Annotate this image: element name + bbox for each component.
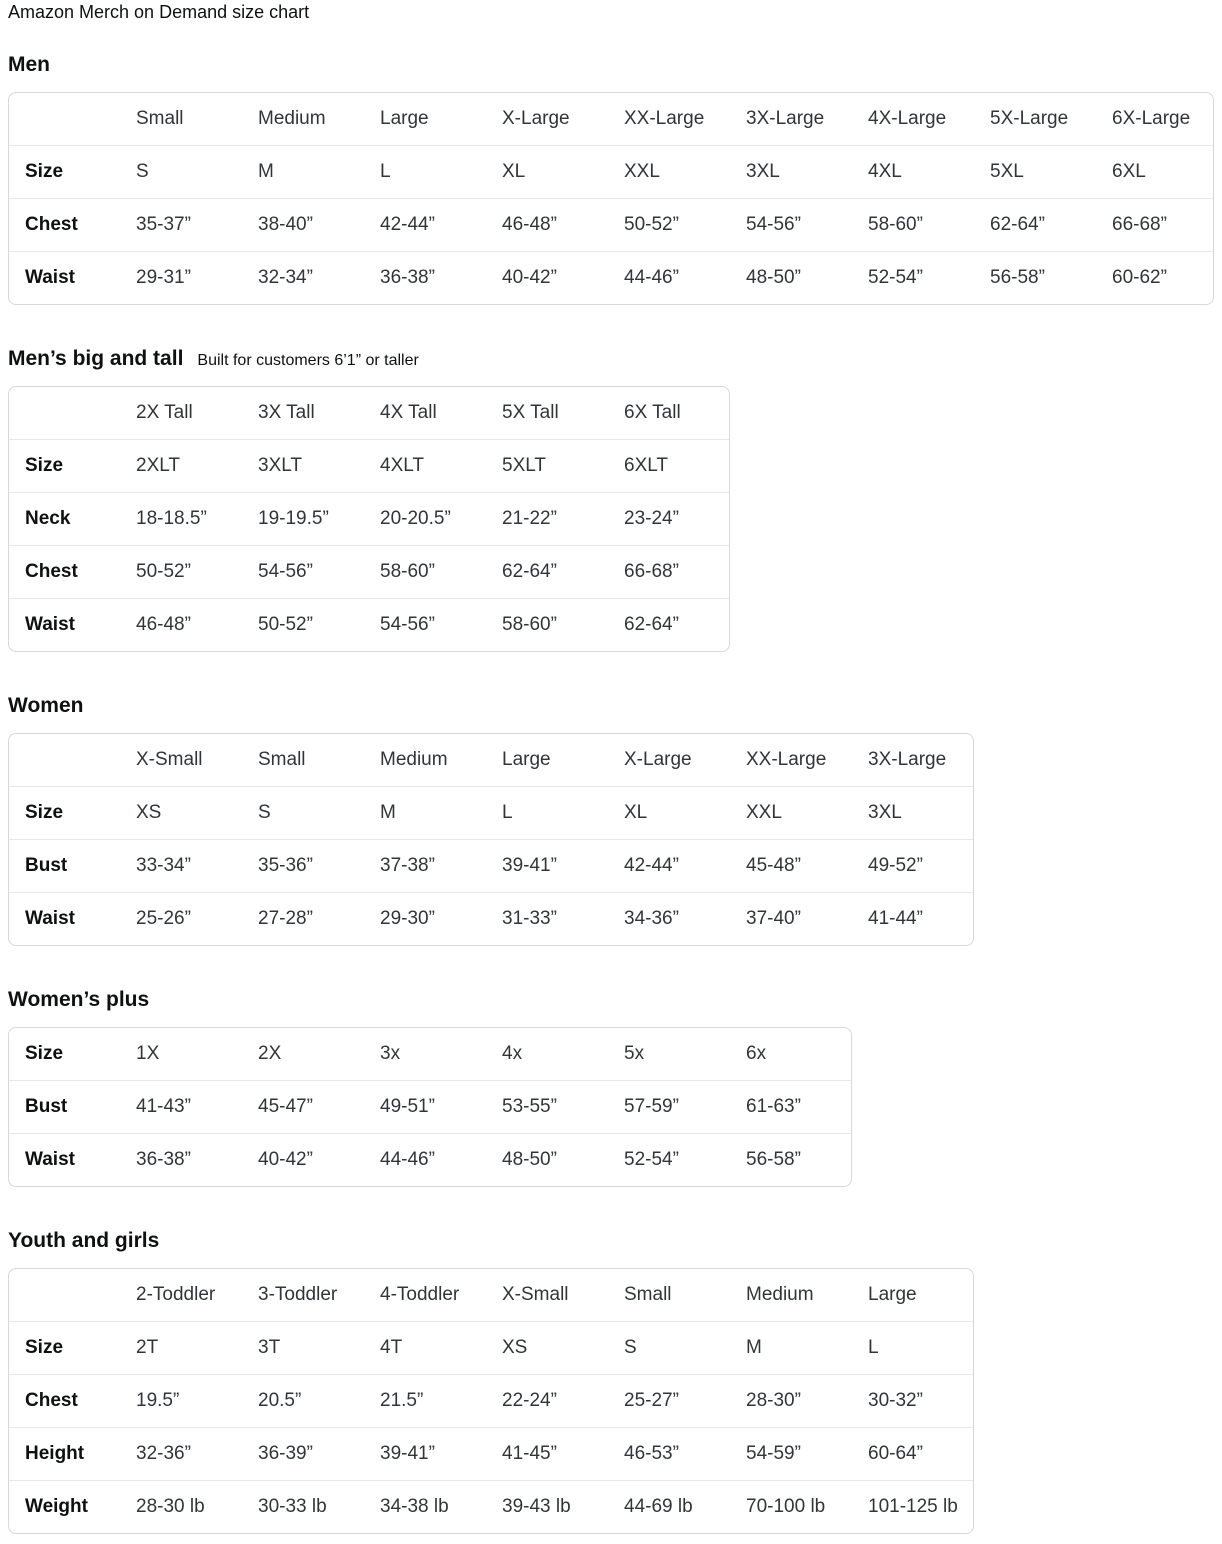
size-cell: 34-38 lb bbox=[380, 1496, 449, 1517]
section-heading: Men’s big and tall bbox=[8, 347, 184, 370]
size-cell: 35-37” bbox=[136, 214, 191, 235]
size-cell: 46-53” bbox=[624, 1443, 679, 1464]
size-cell: 33-34” bbox=[136, 855, 191, 876]
size-cell: XXL bbox=[746, 802, 782, 823]
row-label: Size bbox=[25, 1337, 64, 1358]
size-cell: L bbox=[868, 1337, 879, 1358]
size-cell: 28-30 lb bbox=[136, 1496, 205, 1517]
size-cell: 4XL bbox=[868, 161, 902, 182]
size-cell: 4XLT bbox=[380, 455, 425, 476]
size-cell: 21-22” bbox=[502, 508, 557, 529]
section-subtitle: Built for customers 6’1” or taller bbox=[197, 352, 419, 369]
size-cell: M bbox=[380, 802, 396, 823]
section-head bbox=[8, 347, 1214, 370]
table-row-size bbox=[9, 1321, 973, 1374]
size-chart-page bbox=[8, 2, 1214, 1534]
column-header: 4X Tall bbox=[380, 402, 437, 423]
column-header: 5X Tall bbox=[502, 402, 559, 423]
row-label: Bust bbox=[25, 855, 68, 876]
table-row-size bbox=[9, 145, 1213, 198]
size-cell: 35-36” bbox=[258, 855, 313, 876]
section-womens-plus bbox=[8, 988, 1214, 1187]
size-cell: 50-52” bbox=[258, 614, 313, 635]
table-header-row bbox=[9, 1269, 973, 1321]
size-cell: 101-125 lb bbox=[868, 1496, 958, 1517]
column-header: Large bbox=[502, 749, 551, 770]
table-row-waist bbox=[9, 598, 729, 651]
row-label: Waist bbox=[25, 1149, 75, 1170]
size-cell: 52-54” bbox=[624, 1149, 679, 1170]
column-header: X-Large bbox=[502, 108, 570, 129]
size-cell: 38-40” bbox=[258, 214, 313, 235]
size-cell: 57-59” bbox=[624, 1096, 679, 1117]
size-cell: 70-100 lb bbox=[746, 1496, 826, 1517]
size-cell: 4T bbox=[380, 1337, 403, 1358]
size-cell: 62-64” bbox=[990, 214, 1045, 235]
size-cell: S bbox=[136, 161, 149, 182]
size-cell: 3XL bbox=[746, 161, 780, 182]
size-cell: 58-60” bbox=[380, 561, 435, 582]
column-header: XX-Large bbox=[624, 108, 705, 129]
row-label: Size bbox=[25, 802, 64, 823]
table-row-neck bbox=[9, 492, 729, 545]
table-row-chest bbox=[9, 198, 1213, 251]
size-cell: 60-64” bbox=[868, 1443, 923, 1464]
row-label: Height bbox=[25, 1443, 85, 1464]
size-cell: 56-58” bbox=[746, 1149, 801, 1170]
section-heading: Youth and girls bbox=[8, 1229, 160, 1252]
table-row-waist bbox=[9, 892, 973, 945]
section-women bbox=[8, 694, 1214, 946]
size-cell: 28-30” bbox=[746, 1390, 801, 1411]
size-cell: 5XLT bbox=[502, 455, 547, 476]
size-cell: L bbox=[502, 802, 513, 823]
size-cell: 32-34” bbox=[258, 267, 313, 288]
section-youth-and-girls bbox=[8, 1229, 1214, 1534]
size-chart-sections bbox=[8, 53, 1214, 1534]
size-cell: XL bbox=[502, 161, 526, 182]
row-label: Size bbox=[25, 455, 64, 476]
table-row-bust bbox=[9, 1080, 851, 1133]
column-header: X-Small bbox=[502, 1284, 569, 1305]
section-men bbox=[8, 53, 1214, 305]
column-header: 3X-Large bbox=[746, 108, 825, 129]
size-cell: 41-45” bbox=[502, 1443, 557, 1464]
size-cell: 34-36” bbox=[624, 908, 679, 929]
women-table bbox=[8, 733, 974, 946]
size-cell: 66-68” bbox=[624, 561, 679, 582]
size-cell: 6XL bbox=[1112, 161, 1146, 182]
size-cell: 48-50” bbox=[746, 267, 801, 288]
size-cell: 45-47” bbox=[258, 1096, 313, 1117]
size-cell: 52-54” bbox=[868, 267, 923, 288]
size-cell: 40-42” bbox=[258, 1149, 313, 1170]
size-cell: 44-46” bbox=[380, 1149, 435, 1170]
men-table bbox=[8, 92, 1214, 305]
size-cell: 49-51” bbox=[380, 1096, 435, 1117]
size-cell: 56-58” bbox=[990, 267, 1045, 288]
size-cell: 3T bbox=[258, 1337, 281, 1358]
mens-big-and-tall-table bbox=[8, 386, 730, 652]
row-label: Size bbox=[25, 161, 64, 182]
size-cell: 41-43” bbox=[136, 1096, 191, 1117]
size-cell: 50-52” bbox=[624, 214, 679, 235]
table-row-size bbox=[9, 786, 973, 839]
size-cell: 20.5” bbox=[258, 1390, 302, 1411]
size-cell: XS bbox=[502, 1337, 528, 1358]
size-cell: 37-40” bbox=[746, 908, 801, 929]
row-label: Size bbox=[25, 1043, 64, 1064]
size-cell: 30-32” bbox=[868, 1390, 923, 1411]
size-cell: 42-44” bbox=[624, 855, 679, 876]
column-header: 2X Tall bbox=[136, 402, 193, 423]
table-row-waist bbox=[9, 251, 1213, 304]
table-row-chest bbox=[9, 545, 729, 598]
size-cell: 21.5” bbox=[380, 1390, 424, 1411]
table-header-row bbox=[9, 93, 1213, 145]
size-cell: 25-27” bbox=[624, 1390, 679, 1411]
size-cell: 2XLT bbox=[136, 455, 181, 476]
table-row-size bbox=[9, 1028, 851, 1080]
size-cell: 61-63” bbox=[746, 1096, 801, 1117]
size-cell: 5x bbox=[624, 1043, 645, 1064]
column-header: Medium bbox=[746, 1284, 814, 1305]
size-cell: 54-56” bbox=[258, 561, 313, 582]
size-cell: 22-24” bbox=[502, 1390, 557, 1411]
size-cell: 3x bbox=[380, 1043, 401, 1064]
youth-and-girls-table bbox=[8, 1268, 974, 1534]
size-cell: 29-31” bbox=[136, 267, 191, 288]
size-cell: 6XLT bbox=[624, 455, 669, 476]
size-cell: 50-52” bbox=[136, 561, 191, 582]
column-header: 5X-Large bbox=[990, 108, 1069, 129]
column-header: Large bbox=[868, 1284, 917, 1305]
size-cell: S bbox=[624, 1337, 637, 1358]
column-header: Large bbox=[380, 108, 429, 129]
size-cell: 36-39” bbox=[258, 1443, 313, 1464]
size-cell: 62-64” bbox=[502, 561, 557, 582]
size-cell: 58-60” bbox=[502, 614, 557, 635]
size-cell: M bbox=[746, 1337, 762, 1358]
size-cell: 41-44” bbox=[868, 908, 923, 929]
size-cell: 45-48” bbox=[746, 855, 801, 876]
size-cell: 18-18.5” bbox=[136, 508, 207, 529]
size-cell: 29-30” bbox=[380, 908, 435, 929]
column-header: Small bbox=[136, 108, 184, 129]
size-cell: 19-19.5” bbox=[258, 508, 329, 529]
size-cell: 19.5” bbox=[136, 1390, 180, 1411]
table-row-height bbox=[9, 1427, 973, 1480]
size-cell: 6x bbox=[746, 1043, 767, 1064]
row-label: Waist bbox=[25, 908, 75, 929]
size-cell: 39-41” bbox=[502, 855, 557, 876]
size-cell: 37-38” bbox=[380, 855, 435, 876]
size-cell: 44-46” bbox=[624, 267, 679, 288]
section-heading: Women bbox=[8, 694, 84, 717]
size-cell: 20-20.5” bbox=[380, 508, 451, 529]
table-row-bust bbox=[9, 839, 973, 892]
womens-plus-table bbox=[8, 1027, 852, 1187]
size-cell: 54-56” bbox=[746, 214, 801, 235]
size-cell: 5XL bbox=[990, 161, 1024, 182]
column-header: Small bbox=[258, 749, 306, 770]
column-header: Medium bbox=[380, 749, 448, 770]
size-cell: 46-48” bbox=[502, 214, 557, 235]
size-cell: 53-55” bbox=[502, 1096, 557, 1117]
size-cell: 23-24” bbox=[624, 508, 679, 529]
size-cell: XS bbox=[136, 802, 162, 823]
size-cell: 3XL bbox=[868, 802, 902, 823]
size-cell: 48-50” bbox=[502, 1149, 557, 1170]
size-cell: L bbox=[380, 161, 391, 182]
column-header: Small bbox=[624, 1284, 672, 1305]
size-cell: 54-56” bbox=[380, 614, 435, 635]
size-cell: 62-64” bbox=[624, 614, 679, 635]
row-label: Chest bbox=[25, 214, 78, 235]
row-label: Chest bbox=[25, 561, 78, 582]
section-head bbox=[8, 1229, 1214, 1252]
size-cell: 2X bbox=[258, 1043, 282, 1064]
section-head bbox=[8, 694, 1214, 717]
size-cell: 49-52” bbox=[868, 855, 923, 876]
size-cell: XL bbox=[624, 802, 648, 823]
column-header: X-Large bbox=[624, 749, 692, 770]
section-head bbox=[8, 53, 1214, 76]
size-cell: 44-69 lb bbox=[624, 1496, 693, 1517]
column-header: X-Small bbox=[136, 749, 203, 770]
column-header: 6X-Large bbox=[1112, 108, 1191, 129]
size-cell: 3XLT bbox=[258, 455, 303, 476]
row-label: Waist bbox=[25, 267, 75, 288]
section-heading: Men bbox=[8, 53, 50, 76]
table-row-weight bbox=[9, 1480, 973, 1533]
size-cell: S bbox=[258, 802, 271, 823]
size-cell: XXL bbox=[624, 161, 660, 182]
size-cell: 40-42” bbox=[502, 267, 557, 288]
column-header: 4-Toddler bbox=[380, 1284, 460, 1305]
table-header-row bbox=[9, 734, 973, 786]
size-cell: 4x bbox=[502, 1043, 523, 1064]
page-title: Amazon Merch on Demand size chart bbox=[8, 2, 310, 22]
size-cell: 30-33 lb bbox=[258, 1496, 327, 1517]
section-head bbox=[8, 988, 1214, 1011]
row-label: Bust bbox=[25, 1096, 68, 1117]
size-cell: 32-36” bbox=[136, 1443, 191, 1464]
column-header: 3X Tall bbox=[258, 402, 315, 423]
size-cell: 39-41” bbox=[380, 1443, 435, 1464]
column-header: 6X Tall bbox=[624, 402, 681, 423]
size-cell: 25-26” bbox=[136, 908, 191, 929]
table-row-chest bbox=[9, 1374, 973, 1427]
size-cell: 54-59” bbox=[746, 1443, 801, 1464]
row-label: Neck bbox=[25, 508, 71, 529]
column-header: 3-Toddler bbox=[258, 1284, 338, 1305]
size-cell: 46-48” bbox=[136, 614, 191, 635]
table-row-waist bbox=[9, 1133, 851, 1186]
table-header-row bbox=[9, 387, 729, 439]
size-cell: M bbox=[258, 161, 274, 182]
size-cell: 27-28” bbox=[258, 908, 313, 929]
size-cell: 1X bbox=[136, 1043, 160, 1064]
column-header: 3X-Large bbox=[868, 749, 947, 770]
row-label: Waist bbox=[25, 614, 75, 635]
row-label: Weight bbox=[25, 1496, 88, 1517]
section-mens-big-and-tall bbox=[8, 347, 1214, 652]
size-cell: 58-60” bbox=[868, 214, 923, 235]
column-header: 2-Toddler bbox=[136, 1284, 216, 1305]
column-header: XX-Large bbox=[746, 749, 827, 770]
size-cell: 2T bbox=[136, 1337, 159, 1358]
size-cell: 36-38” bbox=[136, 1149, 191, 1170]
size-cell: 39-43 lb bbox=[502, 1496, 571, 1517]
size-cell: 60-62” bbox=[1112, 267, 1167, 288]
size-cell: 31-33” bbox=[502, 908, 557, 929]
column-header: Medium bbox=[258, 108, 326, 129]
size-cell: 36-38” bbox=[380, 267, 435, 288]
column-header: 4X-Large bbox=[868, 108, 947, 129]
size-cell: 42-44” bbox=[380, 214, 435, 235]
section-heading: Women’s plus bbox=[8, 988, 150, 1011]
size-cell: 66-68” bbox=[1112, 214, 1167, 235]
row-label: Chest bbox=[25, 1390, 78, 1411]
table-row-size bbox=[9, 439, 729, 492]
